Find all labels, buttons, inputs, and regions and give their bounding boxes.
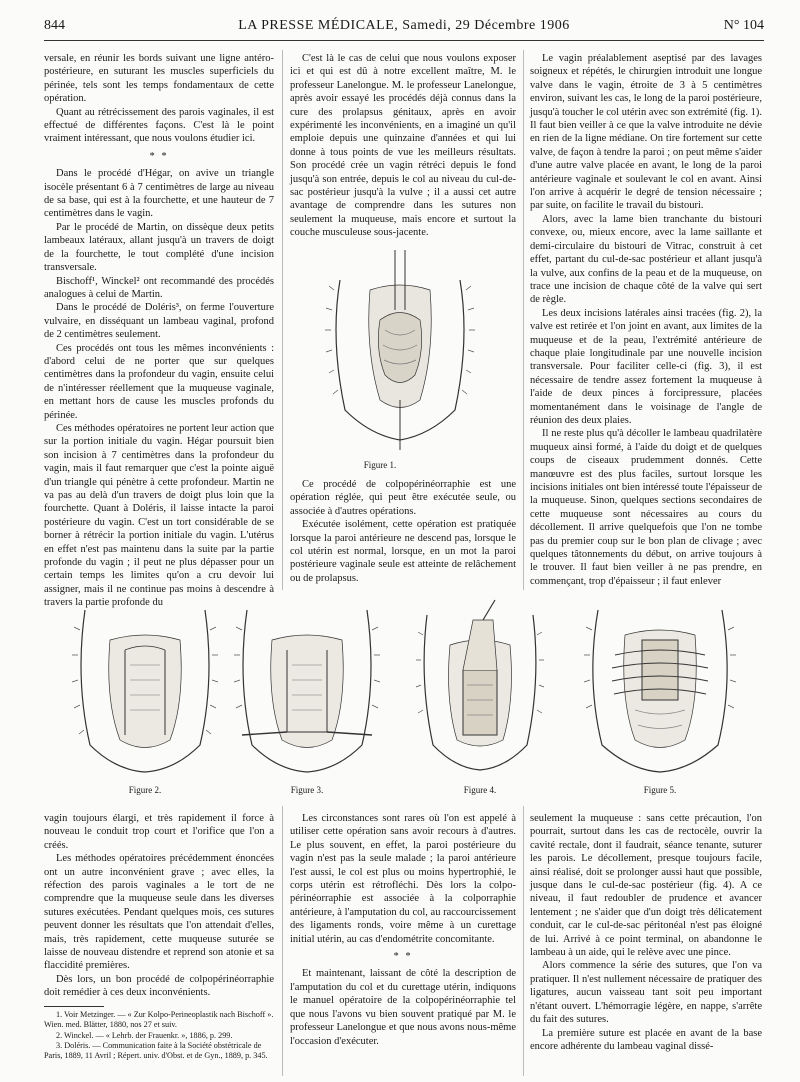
paragraph: Alors commence la série des sutures, que l'on va pratiquer. Il n'est nullement nécessaire de pratiquer des ligatures, aucun vaisseau tant soit peu important n'étant ouvert. L'hémorragie légère, en nappe, s'arrête du fait des sutures. <box>530 960 762 1026</box>
paragraph: Les deux incisions latérales ainsi tracées (fig. 2), la valve est retirée et l'on joint en avant, aux limites de la muqueuse et de la peau, l'extrémité antérieure de chaque plaie longitudinale par une nouvelle incision transversale. Pour faciliter celle-ci (fig. 3), il est nécessaire de tendre assez fortement la muqueuse à l'aide de deux pinces à forcipressure, placées momentanément dans le voisinage de l'angle de réunion des deux plaies. <box>530 307 762 426</box>
paragraph: Dans le procédé de Doléris³, on ferme l'ouverture vulvaire, en disséquant un lambeau vaginal, profond de 2 centimètres seulement. <box>44 302 274 341</box>
figure-4 <box>415 600 545 780</box>
running-head <box>44 18 764 38</box>
column-3-bottom <box>530 812 762 1074</box>
figure-5 <box>580 600 740 780</box>
paragraph: versale, en réunir les bords suivant une ligne antéro-postérieure, en suturant les muscles superficiels du périnée, tels sont les temps fondamentaux de cette opération. <box>44 53 274 105</box>
column-divider <box>523 806 524 1076</box>
section-break: * * <box>393 951 413 963</box>
figure-4-caption: Figure 4. <box>463 785 497 795</box>
figure-3 <box>232 600 382 780</box>
column-2-bottom <box>290 812 516 1074</box>
figure-5-caption: Figure 5. <box>643 785 677 795</box>
paragraph: Ces méthodes opératoires ne portent leur action que sur la portion initiale du vagin. Hégar poursuit bien son incision à 7 centimètres dans la profondeur du vagin, mais il faut remarquer que c'est la pointe aiguë d'un triangle qui pénètre à cette profondeur. Martin ne va pas au delà d'un travers de doigt plus loin que la fourchette. Quant à Doléris, il laisse intacte la paroi postérieure du vagin. C'est un tort considérable de se borner à rétrécir la portion initiale du vagin. L'utérus en effet n'est pas maintenu dans la suite par la partie profonde du vagin ; il peut ne plus dépasser pour un certain temps les limites qu'on a cru devoir lui assigner, mais il ne continue pas moins à descendre à travers la partie profonde du <box>44 422 274 609</box>
figure-4-illustration <box>415 600 545 780</box>
column-1-bottom <box>44 812 274 1074</box>
footnote: 3. Doléris. — Communication faite à la Société obstétricale de Paris, 1889, 11 Avril ; Répert. univ. d'Obst. et de Gyn., 1889, p. 345. <box>44 1040 268 1061</box>
paragraph: Ce procédé de colpopérinéorraphie est une opération réglée, qui peut être exécutée seule, ou associée à d'autres opérations. <box>290 479 516 517</box>
paragraph: Dans le procédé d'Hégar, on avive un triangle isocèle présentant 6 à 7 centimètres de large au niveau de sa base, qui est à la fourchette, et une hauteur de 7 centimètres dans le vagin. <box>44 168 274 220</box>
paragraph: La première suture est placée en avant de la base encore adhérente du lambeau vaginal dissé- <box>530 1027 762 1052</box>
paragraph: Quant au rétrécissement des parois vaginales, il est effectué de différentes façons. C'est là le point vraiment intéressant, que nous voulons étudier ici. <box>44 106 274 145</box>
issue-number: N° 104 <box>723 18 764 33</box>
paragraph: Alors, avec la lame bien tranchante du bistouri convexe, ou, mieux encore, avec la lame saillante et demi-circulaire du bistouri de Vitrac, construit à cet effet, partant du cul-de-sac postérieur et allant jusqu'à la vulve, aux confins de la peau et de la muqueuse, on trace une incision de chaque côté de la valve qui sert de règle. <box>530 213 762 306</box>
column-1-top <box>44 52 274 609</box>
paragraph: C'est là le cas de celui que nous voulons exposer ici et qui est dû à notre excellent maître, M. le professeur Lanelongue. M. le professeur Lanelongue, après avoir essayé les procédés déjà connus dans la cure des prolapsus génitaux, après en avoir expérimenté les inconvénients, en a imaginé un qu'il emploie depuis une quinzaine d'années et qui lui donne à tous points de vue les meilleurs résultats. Son procédé crée un vagin rétréci depuis le fond jusqu'à son entrée, depuis le col au niveau du cul-de-sac postérieur jusqu'à la vulve ; il a aussi cet autre avantage de comprendre dans les sutures non seulement la muqueuse, mais encore et surtout la couche musculeuse sous-jacente. <box>290 53 516 239</box>
column-3-top <box>530 52 762 587</box>
paragraph: Ces procédés ont tous les mêmes inconvénients : d'abord celui de ne porter que sur quelques centimètres dans la profondeur du vagin, ensuite celui de n'intéresser réellement que la muqueuse vaginale, en mettant hors de cause les muscles profonds du périnée. <box>44 342 274 421</box>
figure-5-illustration <box>580 600 740 780</box>
figure-1 <box>320 250 480 450</box>
figure-3-illustration <box>232 600 382 780</box>
paragraph: Il ne reste plus qu'à décoller le lambeau quadrilatère muqueux ainsi formé, à l'aide du doigt et de quelques coups de ciseaux prudemment donnés. Cette manœuvre est des plus faciles, surtout lorsque les incisions initiales ont bien intéressé toute l'épaisseur de la muqueuse. Sinon, quelques sections secondaires de cette muqueuse sont nécessaires au cours du décollement. Il arrive quelquefois que l'on ne tombe pas du premier coup sur le bon plan de clivage ; avec quelques tâtonnements du début, on arrive toujours à le trouver. Il faut bien veiller à ne pas prendre, en commençant, trop d'épaisseur ; il faut enlever <box>530 428 762 587</box>
column-divider <box>282 806 283 1076</box>
paragraph: Les circonstances sont rares où l'on est appelé à utiliser cette opération sans avoir recours à d'autres. Le plus souvent, en effet, la paroi postérieure du vagin n'est pas la seule malade ; la paroi antérieure l'est aussi, le col est plus ou moins hypertrophié, le corps utérin est rétrofléchi. Dès lors la colpo-périnéorraphie est associée à la colporraphie antérieure, à l'amputation du col, au raccourcissement des ligaments ronds, voire même à un curettage initial utérin, au cas d'endométrite concomitante. <box>290 813 516 945</box>
paragraph: Le vagin préalablement aseptisé par des lavages soigneux et répétés, le chirurgien introduit une longue valve dans le vagin, étroite de 3 à 5 centimètres environ, suivant les cas, le long de la paroi postérieure, jusqu'à toucher le col utérin avec son extrémité (fig. 1). Il faut bien veiller à ce que la valve introduite ne dévie en rien de la ligne médiane. On tire fortement sur cette valve, de façon à tendre la paroi ; on peut même s'aider d'une autre valve placée en avant, le long de la paroi antérieure vaginale et soulevant le col en avant. Ainsi l'on arrive à acquérir le degré de tension nécessaire ; par suite, on facilite le travail du bistouri. <box>530 53 762 212</box>
journal-title: LA PRESSE MÉDICALE, Samedi, 29 Décembre 1906 <box>238 18 570 33</box>
paragraph: Et maintenant, laissant de côté la description de l'amputation du col et du curettage utérin, indiquons le manuel opératoire de la colpopérinéorraphie tel que nous l'avons vu bien souvent pratiqué par M. le professeur Lanelongue et que nous avons nous-même l'occasion d'exécuter. <box>290 968 516 1047</box>
paragraph: Exécutée isolément, cette opération est pratiquée lorsque la paroi antérieure ne descend pas, lorsque le col utérin est normal, lorsque, en un mot la paroi postérieure vaginale seule est atteinte de relâchement ou de prolapsus. <box>290 519 516 584</box>
paragraph: Par le procédé de Martin, on dissèque deux petits lambeaux latéraux, allant jusqu'à un travers de doigt de la fourchette, le tout complété d'une incision transversale. <box>44 221 274 274</box>
column-divider <box>282 50 283 590</box>
footnote: 1. Voir Metzinger. — « Zur Kolpo-Perineoplastik nach Bischoff ». Wien. med. Blätter, 1880, nos 27 et suiv. <box>44 1009 274 1030</box>
figure-3-caption: Figure 3. <box>290 785 324 795</box>
paragraph: Les méthodes opératoires précédemment énoncées ont un autre inconvénient grave ; avec elles, la réfection des parois vaginales a le tort de ne comprendre que la muqueuse seule dans les diverses sutures exécutées. Pendant quelques mois, ces sutures peuvent donner les résultats que l'on attendait d'elles, mais, très rapidement, cette muqueuse suturée se laisse de nouveau distendre et reprend son atonie et sa flaccidité premières. <box>44 853 274 972</box>
column-2-mid <box>290 478 516 588</box>
figure-1-caption: Figure 1. <box>363 460 397 470</box>
footnote: 2. Winckel. — « Lehrb. der Frauenkr. », 1886, p. 299. <box>56 1030 233 1040</box>
page-number: 844 <box>44 18 65 33</box>
paragraph: seulement la muqueuse : sans cette précaution, l'on pourrait, surtout dans les cas de rectocèle, ouvrir la cavité rectale, dont il faudrait, séance tenante, suturer les parois. Le décollement, presque toujours facile, ainsi réalisé, doit se prolonger aussi haut que possible, jusque dans le cul-de-sac postérieur (fig. 4). A ce niveau, il faut redoubler de prudence et avancer lentement ; ne s'aider que d'un doigt très délicatement conduit, car le cul-de-sac péritonéal n'est pas éloigné de lui. Arrivé à ce point terminal, on abandonne le lambeau à un aide, qui le relève avec une pince. <box>530 813 762 959</box>
column-2-top <box>290 52 516 242</box>
paragraph: Dès lors, un bon procédé de colpopérinéorraphie doit remédier à ces deux inconvénients. <box>44 973 274 999</box>
paragraph: Bischoff¹, Winckel² ont recommandé des procédés analogues à celui de Martin. <box>44 275 274 300</box>
figure-2-caption: Figure 2. <box>128 785 162 795</box>
figure-2-illustration <box>70 600 220 780</box>
paragraph: vagin toujours élargi, et très rapidement il force à nouveau le conduit trop court et l'orifice que l'on a créés. <box>44 813 274 851</box>
section-break: * * <box>149 150 169 162</box>
figure-1-illustration <box>320 250 480 450</box>
column-divider <box>523 50 524 590</box>
header-rule <box>44 40 764 41</box>
footnote-rule <box>44 1006 104 1007</box>
figure-2 <box>70 600 220 780</box>
